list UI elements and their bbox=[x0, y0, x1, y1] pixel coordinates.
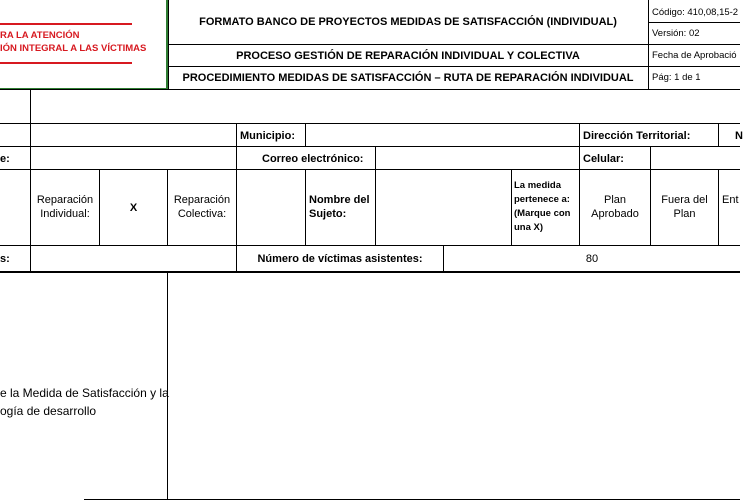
reparacion-colectiva-label: Reparación Colectiva: bbox=[173, 194, 231, 220]
num-victimas-label: Número de víctimas asistentes: bbox=[257, 253, 423, 265]
row2-left-label: e: bbox=[0, 153, 10, 165]
num-victimas-value[interactable]: 80 bbox=[585, 253, 599, 265]
row2-left-field[interactable] bbox=[31, 147, 236, 169]
reparacion-individual-label: Reparación Individual: bbox=[36, 194, 94, 220]
celular-label: Celular: bbox=[583, 153, 624, 165]
plan-aprobado-option[interactable]: Plan Aprobado bbox=[591, 194, 639, 220]
description-label-line2: ogía de desarrollo bbox=[0, 404, 97, 418]
logo-text-line2: IÓN INTEGRAL A LAS VÍCTIMAS bbox=[0, 43, 147, 54]
correo-field[interactable] bbox=[376, 147, 579, 169]
document-code: Código: 410,08,15-2 bbox=[652, 7, 739, 18]
procedure-name: PROCEDIMIENTO MEDIDAS DE SATISFACCIÓN – RUTA DE REPARACIÓN INDIVIDUAL bbox=[182, 72, 634, 84]
document-version: Versión: 02 bbox=[652, 28, 700, 39]
medida-pertenece-label: La medida pertenece a: (Marque con una X) bbox=[514, 180, 571, 233]
description-label-line1: e la Medida de Satisfacción y la bbox=[0, 386, 169, 400]
nombre-sujeto-label: Nombre del Sujeto: bbox=[309, 194, 370, 220]
municipio-label: Municipio: bbox=[240, 130, 295, 142]
reparacion-colectiva-mark[interactable] bbox=[237, 170, 305, 245]
ent-option-tail[interactable]: Ent bbox=[722, 194, 739, 206]
celular-field[interactable] bbox=[651, 147, 740, 169]
row4-left-label: s: bbox=[0, 253, 10, 265]
correo-label: Correo electrónico: bbox=[262, 153, 364, 165]
direccion-territorial-tail: N bbox=[735, 130, 743, 142]
fuera-del-plan-option[interactable]: Fuera del Plan bbox=[661, 194, 708, 220]
logo-text-line1: RA LA ATENCIÓN bbox=[0, 30, 80, 41]
reparacion-individual-mark[interactable]: X bbox=[129, 202, 138, 214]
row4-left-field[interactable] bbox=[31, 246, 236, 271]
page-number: Pág: 1 de 1 bbox=[652, 72, 701, 83]
approval-date-label: Fecha de Aprobació bbox=[652, 50, 737, 61]
form-title: FORMATO BANCO DE PROYECTOS MEDIDAS DE SATISFACCIÓN (INDIVIDUAL) bbox=[199, 16, 617, 28]
description-field[interactable] bbox=[168, 273, 740, 500]
direccion-territorial-label: Dirección Territorial: bbox=[583, 130, 691, 142]
logo-frame bbox=[0, 0, 168, 90]
process-name: PROCESO GESTIÓN DE REPARACIÓN INDIVIDUAL Y COLECTIVA bbox=[236, 50, 580, 62]
nombre-sujeto-field[interactable] bbox=[376, 170, 511, 245]
municipio-field[interactable] bbox=[306, 124, 579, 146]
